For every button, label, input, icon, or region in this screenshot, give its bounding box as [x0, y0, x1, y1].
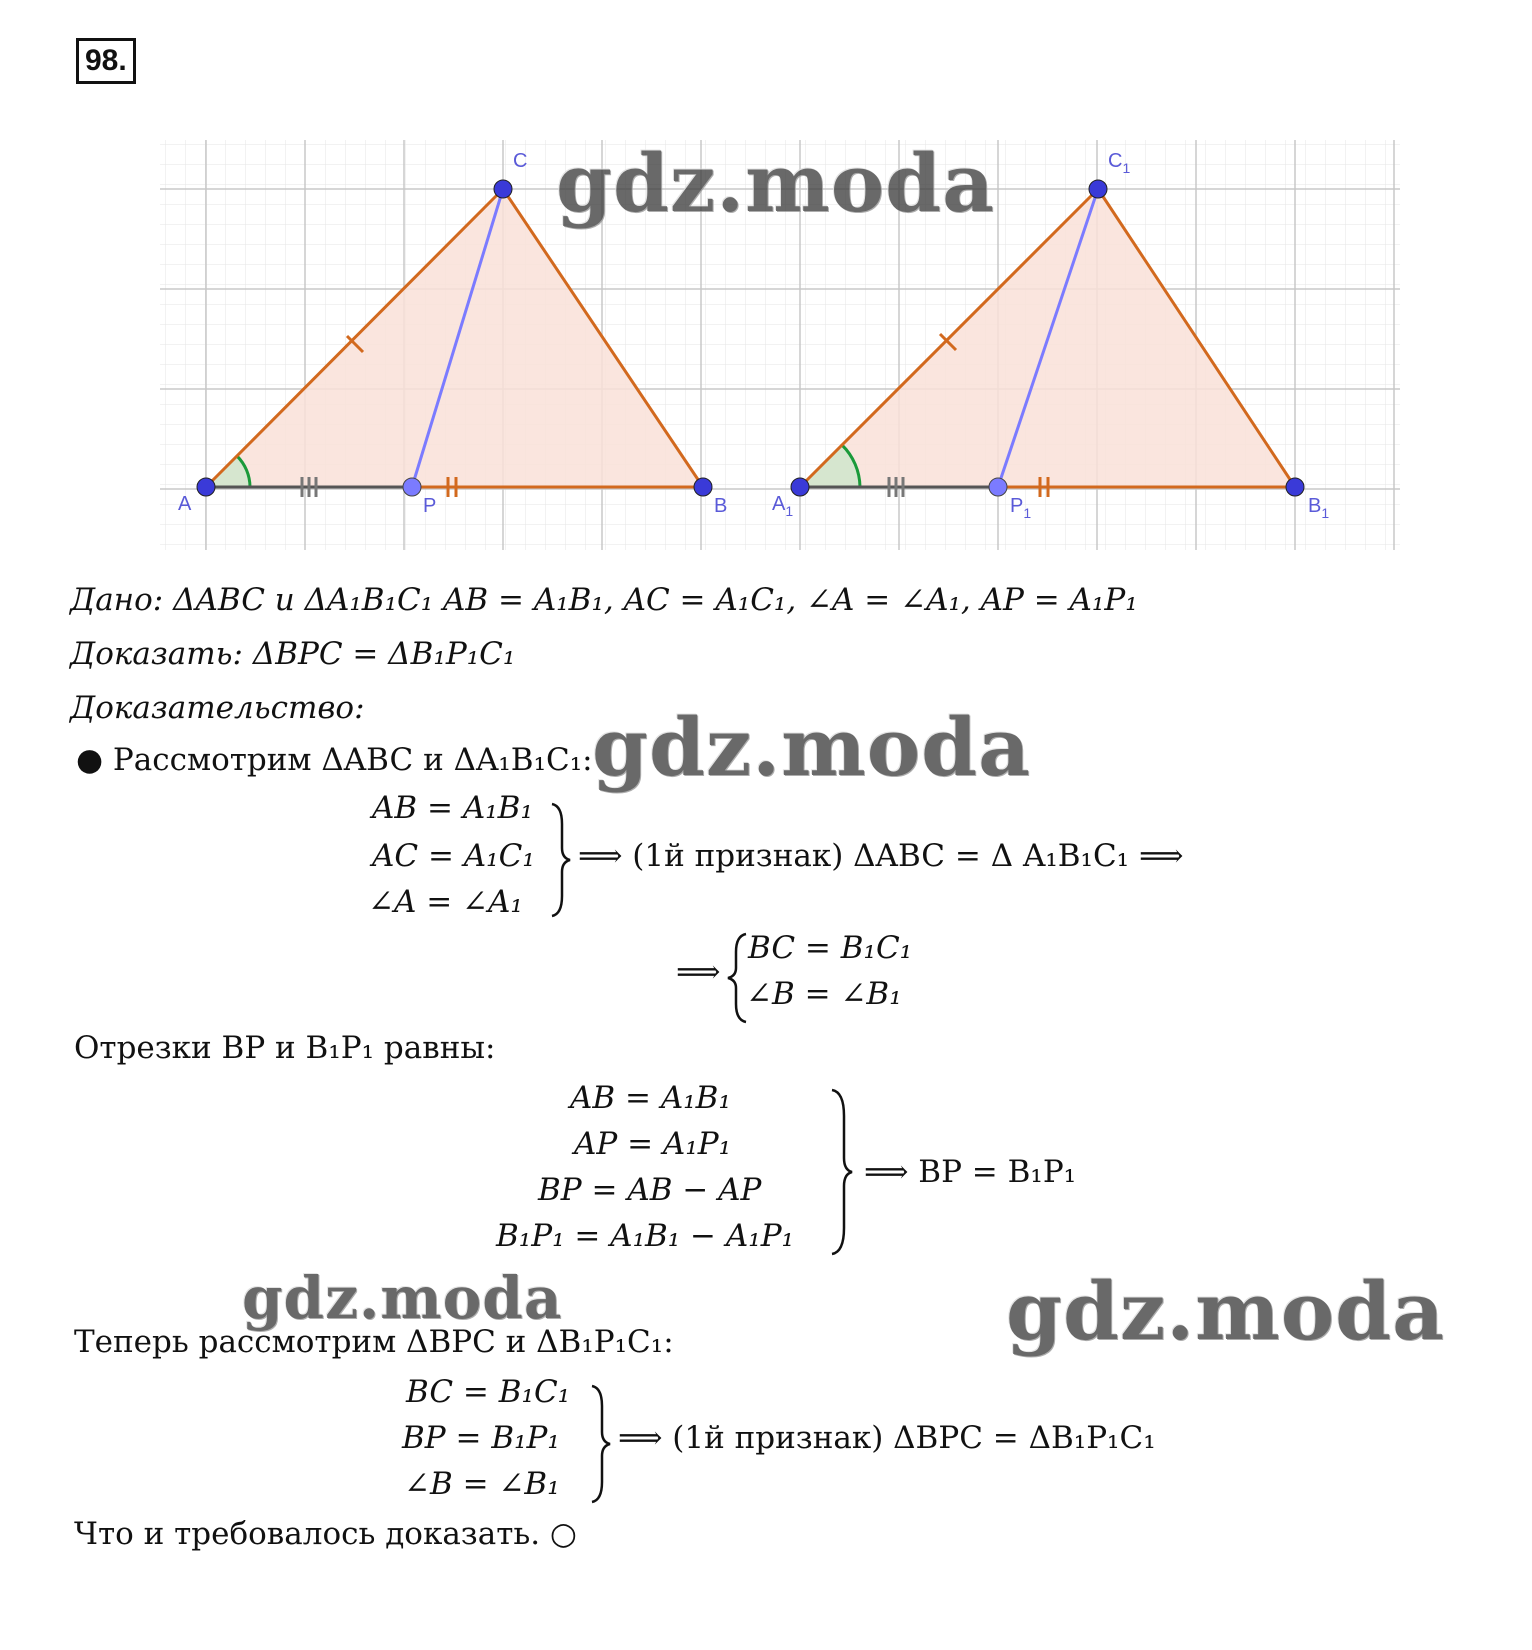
label-b: B [714, 495, 728, 517]
step2-cond-4: B₁P₁ = A₁B₁ − A₁P₁ [496, 1218, 794, 1254]
label-a: A [178, 493, 192, 515]
label-a1: $A_1$ [772, 493, 794, 519]
problem-number: 98. [76, 38, 136, 84]
point-c1 [1089, 180, 1107, 198]
point-c [494, 180, 512, 198]
point-a [197, 478, 215, 496]
label-c: C [513, 150, 528, 172]
step2-cond-3: BP = AB − AP [538, 1172, 762, 1208]
watermark-1: gdz.moda [556, 136, 995, 230]
step3-intro: Теперь рассмотрим ΔBPC и ΔB₁P₁C₁: [74, 1324, 674, 1360]
step1-cond-1: AB = A₁B₁ [372, 790, 533, 826]
step1-conclusion: ⟹ (1й признак) ΔABC = Δ A₁B₁C₁ ⟹ [578, 838, 1184, 874]
given-line [70, 582, 1138, 618]
prove-text: : ΔBPC = ΔB₁P₁C₁ [232, 636, 516, 672]
step1-cond-3: ∠A = ∠A₁ [368, 884, 523, 920]
step1-right-brace [548, 800, 572, 920]
point-b1 [1286, 478, 1304, 496]
prove-line [70, 636, 515, 672]
given-text: : ΔABC и ΔA₁B₁C₁ AB = A₁B₁, AC = A₁C₁, ∠A = ∠A₁, AP = A₁P₁ [152, 582, 1138, 618]
label-c1: $C_1$ [1108, 150, 1131, 176]
step1-result-2: ∠B = ∠B₁ [746, 976, 902, 1012]
step1-arrow: ⟹ [676, 954, 721, 990]
step1-intro: ● Рассмотрим ΔABC и ΔA₁B₁C₁: [76, 742, 593, 778]
step2-conclusion [864, 1154, 1076, 1190]
label-p1: $P_1$ [1010, 495, 1032, 521]
step3-cond-3: ∠B = ∠B₁ [404, 1466, 560, 1502]
point-p [403, 478, 421, 496]
point-a1 [791, 478, 809, 496]
step3-conclusion: ⟹ (1й признак) ΔBPC = ΔB₁P₁C₁ [618, 1420, 1156, 1456]
step2-conclusion-text: ⟹ BP = B₁P₁ [864, 1154, 1077, 1190]
prove-label: Доказать [70, 636, 233, 672]
proof-label: Доказательство: [70, 690, 365, 726]
step1-cond-2: AC = A₁C₁ [372, 838, 535, 874]
watermark-4: gdz.moda [1006, 1264, 1445, 1358]
step2-cond-2: AP = A₁P₁ [574, 1126, 732, 1162]
label-p: P [423, 495, 437, 517]
given-label: Дано [70, 582, 153, 618]
step2-right-brace [828, 1086, 854, 1258]
step2-intro: Отрезки BP и B₁P₁ равны: [74, 1030, 496, 1066]
step3-cond-2: BP = B₁P₁ [402, 1420, 560, 1456]
step2-cond-1: AB = A₁B₁ [570, 1080, 731, 1116]
step3-cond-1: BC = B₁C₁ [406, 1374, 571, 1410]
step3-right-brace [588, 1382, 612, 1506]
step1-result-1: BC = B₁C₁ [748, 930, 913, 966]
point-b [694, 478, 712, 496]
point-p1 [989, 478, 1007, 496]
label-b1: $B_1$ [1308, 495, 1330, 521]
watermark-3: gdz.moda [242, 1264, 563, 1332]
watermark-2: gdz.moda [592, 700, 1031, 794]
end-statement: Что и требовалось доказать. ○ [74, 1516, 577, 1552]
